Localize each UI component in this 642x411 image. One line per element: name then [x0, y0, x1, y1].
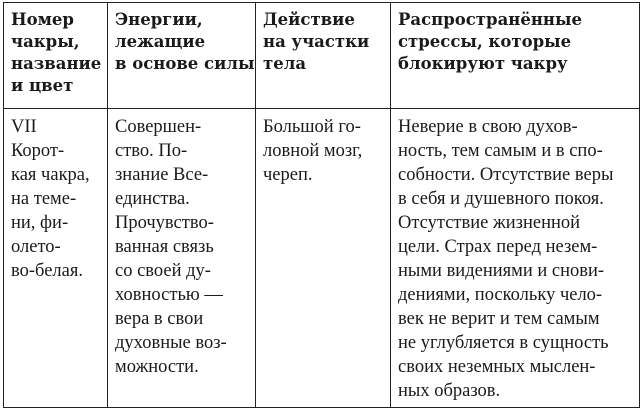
header-line: Энергии, [115, 10, 203, 29]
cell-line: со своей ду- [115, 261, 211, 281]
cell-line: собности. Отсутствие веры [398, 165, 614, 185]
cell-line: кая чакра, [11, 165, 90, 185]
chakra-table-container [3, 2, 639, 408]
cell-line: на теме- [11, 189, 77, 209]
cell-energies [108, 109, 256, 408]
cell-body-effect [256, 109, 391, 408]
header-line: блокируют чакру [398, 54, 568, 73]
cell-line: ховностью — [115, 285, 223, 305]
cell-line: вера в свои [115, 309, 204, 329]
header-energies [108, 3, 256, 109]
cell-line: век не верит и тем самым [398, 309, 600, 329]
table-row [4, 109, 640, 408]
header-body-effect [256, 3, 391, 109]
header-line: Распространённые [398, 10, 583, 29]
header-line: лежащие [115, 32, 206, 51]
header-chakra-number-name-color [4, 3, 108, 109]
cell-line: олето- [11, 237, 61, 257]
cell-line: духовные воз- [115, 333, 227, 353]
cell-chakra [4, 109, 108, 408]
header-line: стрессы, которые [398, 32, 572, 51]
cell-line: можности. [115, 357, 199, 377]
header-line: Номер [11, 10, 74, 29]
cell-line: VII [11, 117, 37, 137]
header-line: название [11, 54, 102, 73]
cell-line: ность, тем самым и в спо- [398, 141, 603, 161]
cell-line: Отсутствие жизненной [398, 213, 581, 233]
cell-line: ванная связь [115, 237, 214, 257]
header-stresses [391, 3, 640, 109]
cell-line: ловной мозг, [263, 141, 363, 161]
cell-line: цели. Страх перед незем- [398, 237, 598, 257]
table-header-row [4, 3, 640, 109]
cell-line: во-белая. [11, 261, 83, 281]
cell-line: своих неземных мыслен- [398, 357, 596, 377]
header-line: на участки [263, 32, 370, 51]
cell-line: единства. [115, 189, 190, 209]
cell-line: ни, фи- [11, 213, 69, 233]
cell-line: Неверие в свою духов- [398, 117, 578, 137]
header-line: чакры, [11, 32, 80, 51]
cell-stresses [391, 109, 640, 408]
header-line: и цвет [11, 76, 74, 95]
cell-line: дениями, поскольку чело- [398, 285, 603, 305]
cell-line: Совершен- [115, 117, 202, 137]
chakra-table [3, 2, 640, 408]
cell-line: череп. [263, 165, 313, 185]
cell-line: ство. По- [115, 141, 188, 161]
header-line: в основе силы [115, 54, 255, 73]
cell-line: в себя и душевного покоя. [398, 189, 604, 209]
cell-line: ных образов. [398, 381, 501, 401]
header-line: тела [263, 54, 307, 73]
cell-line: Большой го- [263, 117, 361, 137]
header-line: Действие [263, 10, 355, 29]
cell-line: Прочувство- [115, 213, 214, 233]
cell-line: Корот- [11, 141, 65, 161]
cell-line: знание Все- [115, 165, 209, 185]
cell-line: ными видениями и снови- [398, 261, 605, 281]
cell-line: не углубляется в сущность [398, 333, 609, 353]
